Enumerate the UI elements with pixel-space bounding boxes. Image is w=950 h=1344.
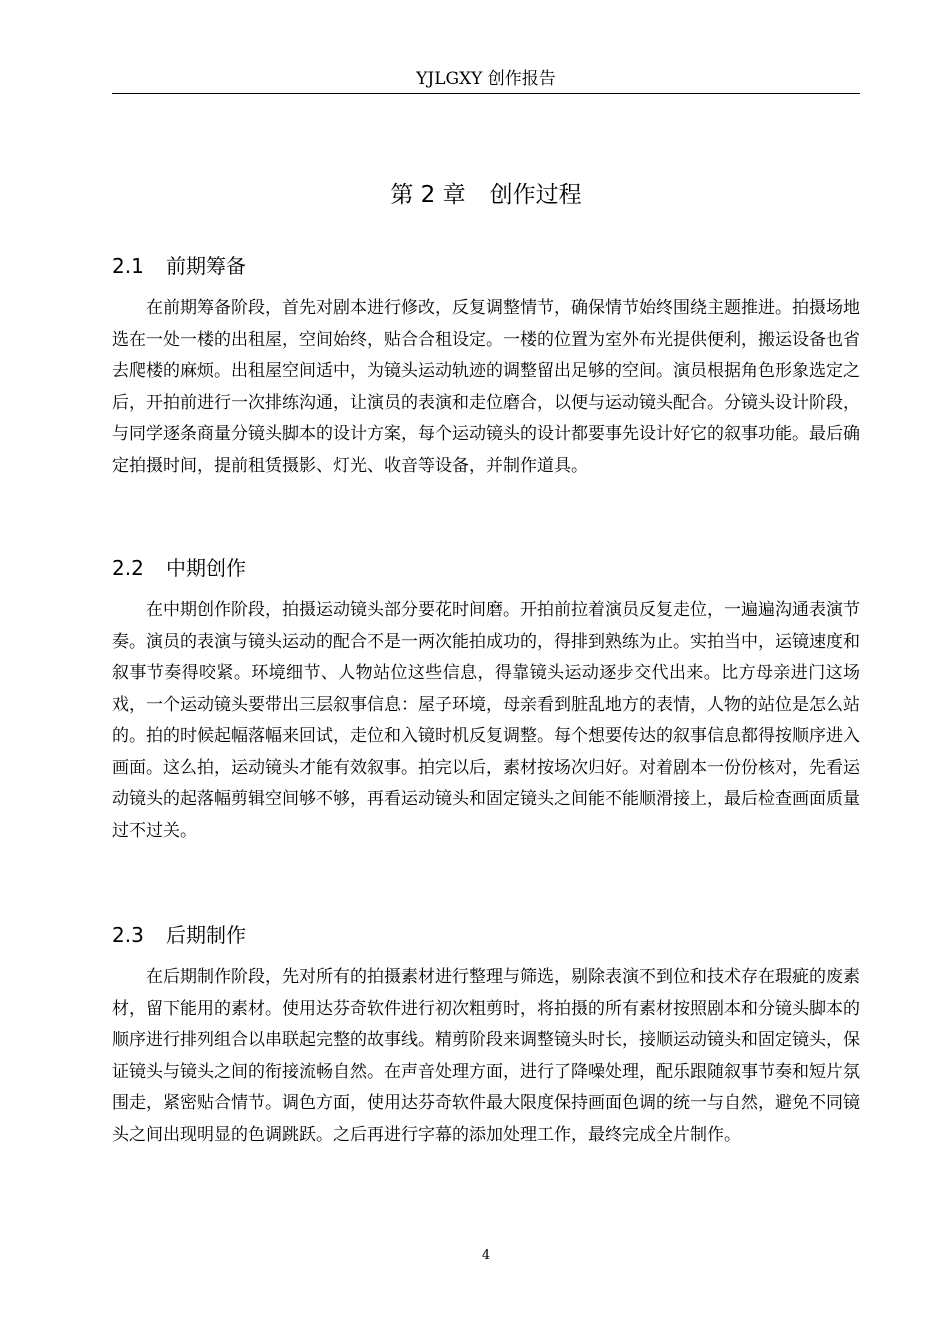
section-2-1 [112,253,860,482]
section-number: 2.1 [112,254,144,278]
section-title: 中期创作 [166,556,246,580]
chapter-number: 第 2 章 [390,182,466,208]
section-paragraph: 在中期创作阶段，拍摄运动镜头部分要花时间磨。开拍前拉着演员反复走位，一遍遍沟通表演节奏。演员的表演与镜头运动的配合不是一两次能拍成功的，得排到熟练为止。实拍当中，运镜速度和叙事节奏得咬紧。环境细节、人物站位这些信息，得靠镜头运动逐步交代出来。比方母亲进门这场戏，一个运动镜头要带出三层叙事信息：屋子环境，母亲看到脏乱地方的表情，人物的站位是怎么站的。拍的时候起幅落幅来回试，走位和入镜时机反复调整。每个想要传达的叙事信息都得按顺序进入画面。这么拍，运动镜头才能有效叙事。拍完以后，素材按场次归好。对着剧本一份份核对，先看运动镜头的起落幅剪辑空间够不够，再看运动镜头和固定镜头之间能不能顺滑接上，最后检查画面质量过不过关。 [112,600,860,841]
chapter-name: 创作过程 [489,182,582,208]
section-number: 2.2 [112,556,144,580]
section-2-2 [112,555,860,847]
running-header: YJLGXY 创作报告 [416,69,556,89]
section-title: 后期制作 [166,923,246,947]
section-title: 前期筹备 [166,254,246,278]
section-heading [112,922,860,948]
section-heading [112,253,860,279]
section-paragraph: 在后期制作阶段，先对所有的拍摄素材进行整理与筛选，剔除表演不到位和技术存在瑕疵的废素材，留下能用的素材。使用达芬奇软件进行初次粗剪时，将拍摄的所有素材按照剧本和分镜头脚本的顺序进行排列组合以串联起完整的故事线。精剪阶段来调整镜头时长，接顺运动镜头和固定镜头，保证镜头与镜头之间的衔接流畅自然。在声音处理方面，进行了降噪处理，配乐跟随叙事节奏和短片氛围走，紧密贴合情节。调色方面，使用达芬奇软件最大限度保持画面色调的统一与自然，避免不同镜头之间出现明显的色调跳跃。之后再进行字幕的添加处理工作，最终完成全片制作。 [112,967,860,1145]
header-rule [112,93,860,94]
section-heading [112,555,860,581]
section-number: 2.3 [112,923,144,947]
chapter-title [112,180,860,210]
section-2-3 [112,922,860,1151]
section-paragraph: 在前期筹备阶段，首先对剧本进行修改，反复调整情节，确保情节始终围绕主题推进。拍摄场地选在一处一楼的出租屋，空间始终，贴合合租设定。一楼的位置为室外布光提供便利，搬运设备也省去爬楼的麻烦。出租屋空间适中，为镜头运动轨迹的调整留出足够的空间。演员根据角色形象选定之后，开拍前进行一次排练沟通，让演员的表演和走位磨合，以便与运动镜头配合。分镜头设计阶段，与同学逐条商量分镜头脚本的设计方案，每个运动镜头的设计都要事先设计好它的叙事功能。最后确定拍摄时间，提前租赁摄影、灯光、收音等设备，并制作道具。 [112,298,860,476]
page-number: 4 [481,1248,491,1263]
